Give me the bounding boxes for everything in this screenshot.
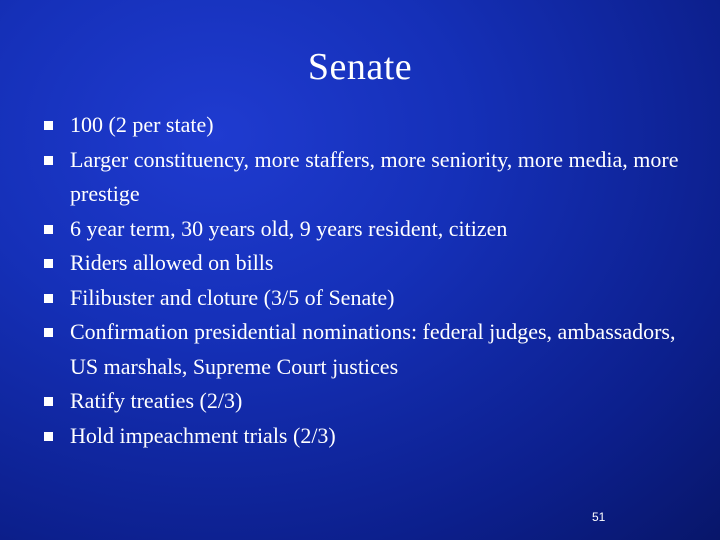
- bullet-text: Ratify treaties (2/3): [70, 388, 243, 413]
- bullet-item: [44, 212, 684, 247]
- square-bullet-icon: [44, 225, 53, 234]
- bullet-text: 100 (2 per state): [70, 112, 214, 137]
- bullet-text: Riders allowed on bills: [70, 250, 274, 275]
- square-bullet-icon: [44, 328, 53, 337]
- bullet-list: [44, 108, 684, 453]
- bullet-text: Larger constituency, more staffers, more seniority, more media, more prestige: [70, 146, 679, 206]
- bullet-text: 6 year term, 30 years old, 9 years resident, citizen: [70, 215, 508, 241]
- bullet-text: Hold impeachment trials (2/3): [70, 422, 336, 448]
- square-bullet-icon: [44, 259, 53, 268]
- square-bullet-icon: [44, 121, 53, 130]
- bullet-item: [44, 143, 684, 212]
- bullet-item: [44, 315, 684, 384]
- slide-title: Senate: [307, 46, 413, 88]
- bullet-item: [44, 281, 684, 316]
- square-bullet-icon: [44, 432, 53, 441]
- bullet-text: Filibuster and cloture (3/5 of Senate): [70, 284, 395, 310]
- square-bullet-icon: [44, 397, 53, 406]
- bullet-item: [44, 384, 684, 419]
- bullet-item: [44, 419, 684, 454]
- bullet-item: [44, 246, 684, 281]
- page-number: 51: [592, 510, 606, 524]
- square-bullet-icon: [44, 156, 53, 165]
- bullet-text: Confirmation presidential nominations: federal judges, ambassadors, US marshals, Supreme Court justices: [70, 319, 676, 379]
- bullet-item: [44, 108, 684, 143]
- square-bullet-icon: [44, 294, 53, 303]
